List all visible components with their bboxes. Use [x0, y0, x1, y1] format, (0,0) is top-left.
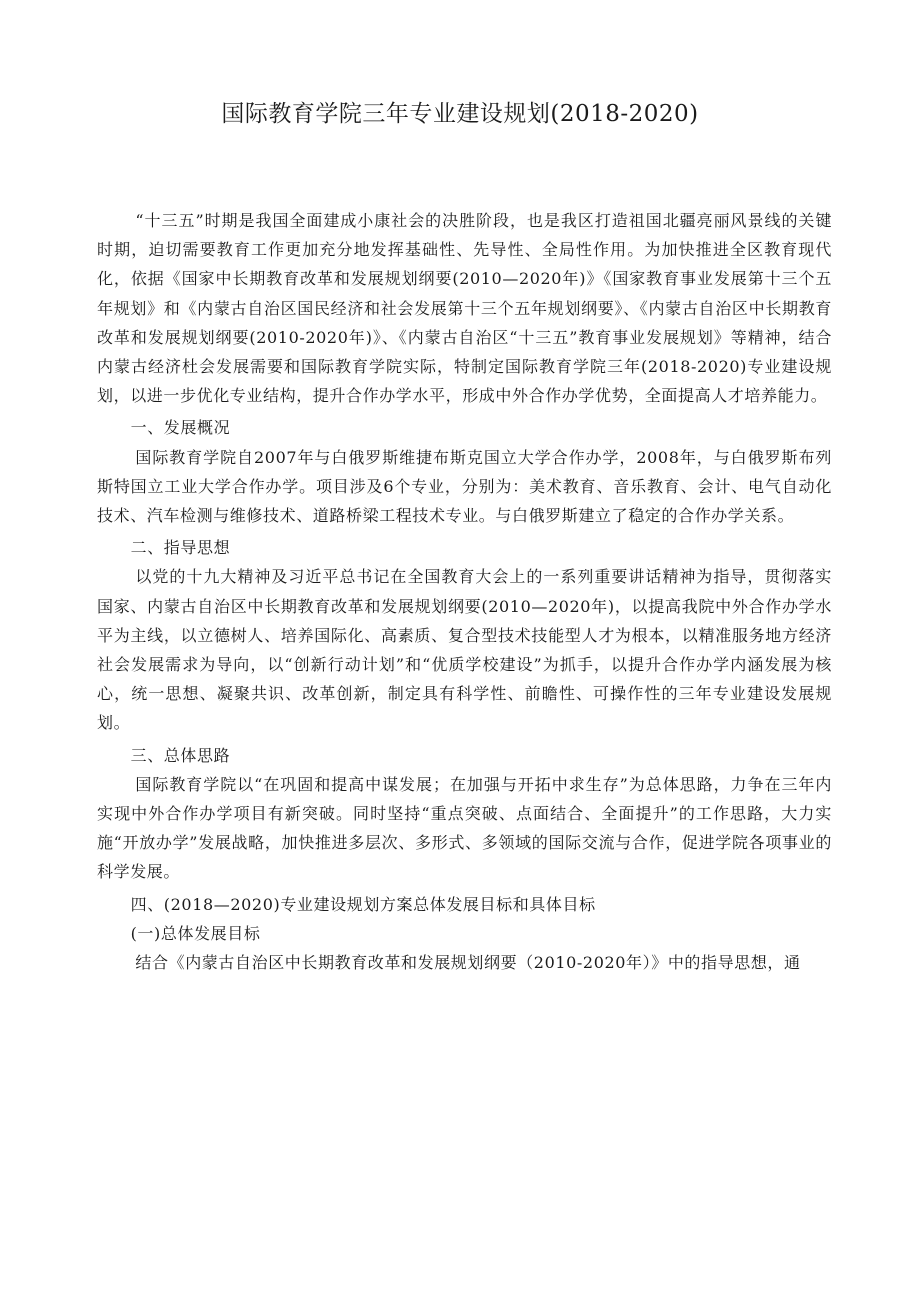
section-heading-guiding-ideology: 二、指导思想	[130, 538, 231, 558]
section-text-goals: 结合《内蒙古自治区中长期教育改革和发展规划纲要（2010-2020年）》中的指导思想，通	[135, 953, 801, 973]
document-title: 国际教育学院三年专业建设规划(2018-2020)	[221, 101, 699, 127]
section-text-guiding-ideology: 以党的十九大精神及习近平总书记在全国教育大会上的一系列重要讲话精神为指导，贯彻落实国家、内蒙古自治区中长期教育改革和发展规划纲要(2010—2020年)，以提高我院中外合作办学水平为主线，以立德树人、培养国际化、高素质、复合型技术技能型人才为根本，以精准服务地方经济社会发展需求为导向，以“创新行动计划”和“优质学校建设”为抓手，以提升合作办学内涵发展为核心，统一思想、凝聚共识、改革创新，制定具有科学性、前瞻性、可操作性的三年专业建设发展规划。	[97, 567, 832, 733]
section-text-overall-approach: 国际教育学院以“在巩固和提高中谋发展；在加强与开拓中求生存”为总体思路，力争在三年内实现中外合作办学项目有新突破。同时坚持“重点突破、点面结合、全面提升”的工作思路，大力实施“开放办学”发展战略，加快推进多层次、多形式、多领域的国际交流与合作，促进学院各项事业的科学发展。	[97, 774, 832, 882]
section-heading-goals: 四、(2018—2020)专业建设规划方案总体发展目标和具体目标	[130, 894, 596, 914]
section-text-overview: 国际教育学院自2007年与白俄罗斯维捷布斯克国立大学合作办学，2008年，与白俄罗斯布列斯特国立工业大学合作办学。项目涉及6个专业，分别为：美术教育、音乐教育、会计、电气自动化技术、汽车检测与维修技术、道路桥梁工程技术专业。与白俄罗斯建立了稳定的合作办学关系。	[97, 447, 832, 526]
sub-heading-overall-goal: (一)总体发展目标	[130, 923, 261, 943]
section-heading-overall-approach: 三、总体思路	[130, 745, 231, 765]
section-heading-overview: 一、发展概况	[130, 418, 231, 438]
intro-paragraph: “十三五”时期是我国全面建成小康社会的决胜阶段，也是我区打造祖国北疆亮丽风景线的关键时期，迫切需要教育工作更加充分地发挥基础性、先导性、全局性作用。为加快推进全区教育现代化，依据《国家中长期教育改革和发展规划纲要(2010—2020年)》《国家教育事业发展第十三个五年规划》和《内蒙古自治区国民经济和社会发展第十三个五年规划纲要》、《内蒙古自治区中长期教育改革和发展规划纲要(2010-2020年)》、《内蒙古自治区“十三五”教育事业发展规划》等精神，结合内蒙古经济杜会发展需要和国际教育学院实际，特制定国际教育学院三年(2018-2020)专业建设规划，以进一步优化专业结构，提升合作办学水平，形成中外合作办学优势，全面提高人才培养能力。	[97, 211, 832, 406]
document-body	[97, 206, 832, 977]
